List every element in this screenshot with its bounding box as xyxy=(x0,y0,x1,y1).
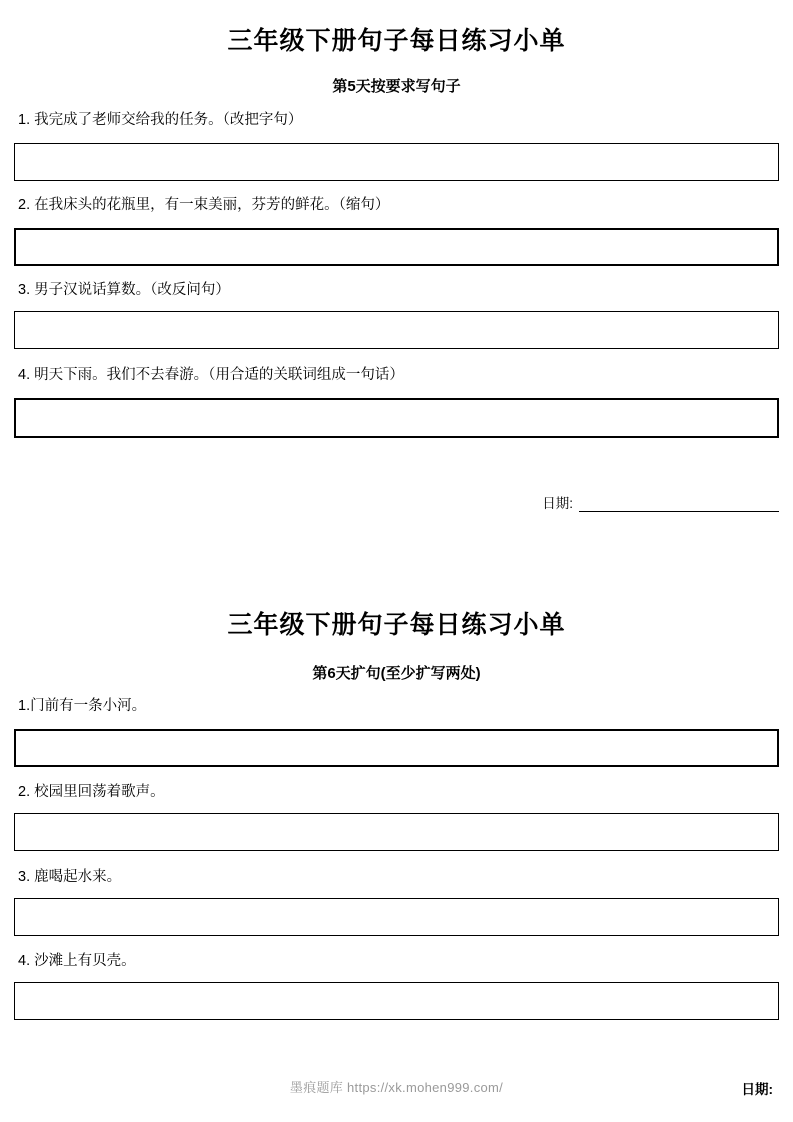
sheet2-question-1-text: 1.门前有一条小河。 xyxy=(18,698,147,714)
sheet1-question-3-text: 3. 男子汉说话算数。（改反问句） xyxy=(18,282,230,298)
sheet2-title: 三年级下册句子每日练习小单 xyxy=(227,611,566,639)
sheet2-answer-box-2[interactable] xyxy=(14,813,779,851)
sheet1-question-1-text: 1. 我完成了老师交给我的任务。（改把字句） xyxy=(18,112,303,128)
sheet2-answer-box-1[interactable] xyxy=(14,729,779,767)
sheet2-answer-box-4[interactable] xyxy=(14,982,779,1020)
sheet1-date-line[interactable] xyxy=(579,498,779,512)
sheet1-answer-box-2[interactable] xyxy=(14,228,779,266)
sheet1-title: 三年级下册句子每日练习小单 xyxy=(227,27,566,55)
watermark: 墨痕题库 https://xk.mohen999.com/ xyxy=(289,1080,504,1095)
sheet2-date-label: 日期: xyxy=(741,1082,773,1097)
sheet1-answer-box-4[interactable] xyxy=(14,398,779,438)
sheet2-question-2-text: 2. 校园里回荡着歌声。 xyxy=(18,784,165,800)
sheet2-date-row xyxy=(14,1078,779,1098)
sheet1-question-2-text: 2. 在我床头的花瓶里，有一束美丽，芬芳的鲜花。（缩句） xyxy=(18,197,390,213)
sheet2-question-4-text: 4. 沙滩上有贝壳。 xyxy=(18,953,136,969)
sheet1-answer-box-1[interactable] xyxy=(14,143,779,181)
sheet2-answer-box-3[interactable] xyxy=(14,898,779,936)
sheet1-answer-box-3[interactable] xyxy=(14,311,779,349)
sheet1-date-row xyxy=(14,492,779,512)
sheet1-question-4-text: 4. 明天下雨。我们不去春游。（用合适的关联词组成一句话） xyxy=(18,367,404,383)
sheet2-question-3-text: 3. 鹿喝起水来。 xyxy=(18,869,122,885)
sheet2-subtitle: 第6天扩句(至少扩写两处) xyxy=(312,665,481,682)
sheet1-subtitle: 第5天按要求写句子 xyxy=(332,78,461,95)
sheet1-date-label: 日期: xyxy=(542,496,573,511)
